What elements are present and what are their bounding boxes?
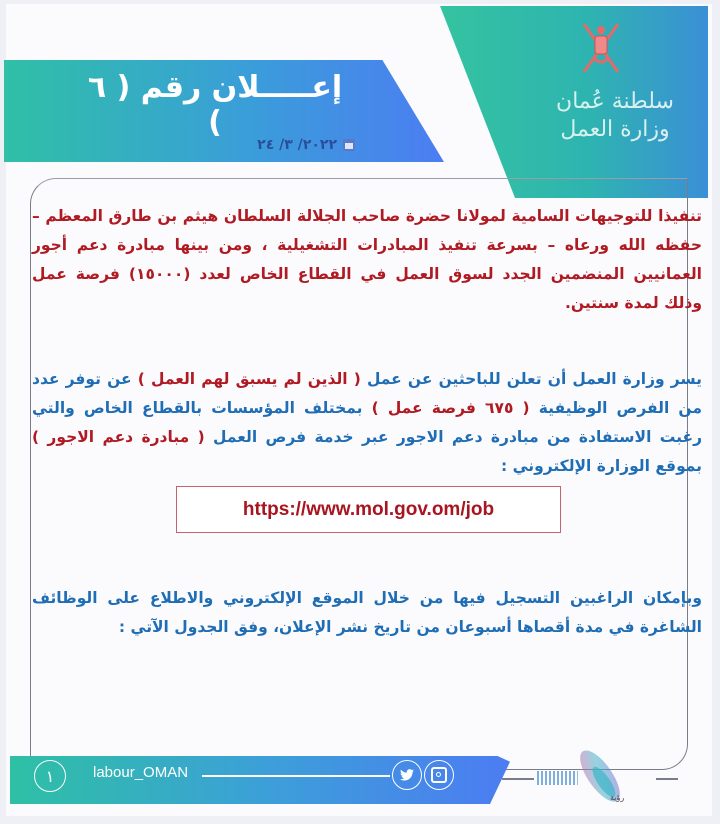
- highlight-job-count: ( ٦٧٥ فرصة عمل ): [371, 399, 530, 417]
- page-number: ١: [34, 760, 66, 792]
- announcement-paragraph: [32, 365, 702, 481]
- oman-vision-2040-logo: [564, 742, 644, 812]
- footer-connector-line: [502, 778, 534, 780]
- social-handle[interactable]: labour_OMAN: [93, 764, 189, 781]
- ministry-line-1: سلطنة عُمان: [556, 89, 674, 114]
- date-row: [225, 134, 355, 156]
- text-segment: يسر وزارة العمل أن تعلن للباحثين عن عمل: [360, 370, 702, 388]
- calendar-icon: [343, 139, 355, 151]
- url-box[interactable]: [176, 486, 561, 533]
- registration-paragraph: وبإمكان الراغبين التسجيل فيها من خلال الموقع الإلكتروني والاطلاع على الوظائف الشاغرة في مدة أقصاها أسبوعان من تاريخ نشر الإعلان، وفق الجدول الآتي :: [32, 589, 702, 636]
- footer-divider: [202, 775, 390, 777]
- text-segment: عن توفر عدد من الفرص الوظيفية: [32, 370, 702, 417]
- announcement-date: ٢٠٢٢/ ٣/ ٢٤: [257, 137, 337, 153]
- intro-paragraph: تنفيذا للتوجيهات السامية لمولانا حضرة صاحب الجلالة السلطان هيثم بن طارق المعظم – حفظه الله ورعاه – بسرعة تنفيذ المبادرات التشغيلية ، ومن بينها مبادرة دعم أجور العمانيين المنضمين الجدد لسوق العمل في القطاع الخاص لعدد (١٥٠٠٠) فرصة عمل وذلك لمدة سنتين.: [32, 207, 702, 312]
- text-segment: بمختلف المؤسسات بالقطاع الخاص والتي رغبت الاستفادة من مبادرة دعم الاجور عبر خدمة فرص العمل: [32, 399, 702, 446]
- footer-connector-line: [656, 778, 678, 780]
- instagram-glyph: [431, 767, 447, 783]
- text-segment: بموقع الوزارة الإلكتروني :: [500, 457, 702, 475]
- ministry-line-2: وزارة العمل: [560, 117, 670, 142]
- oman-khanjar-emblem-icon: [576, 18, 626, 82]
- page-title: إعـــــلان رقم ( ٦ ): [87, 70, 343, 140]
- twitter-icon[interactable]: [392, 760, 422, 790]
- jobs-url-link[interactable]: https://www.mol.gov.om/job: [242, 498, 495, 520]
- svg-text:رؤية: رؤية: [610, 793, 625, 802]
- ministry-name: [520, 88, 710, 144]
- highlight-initiative: ( مبادرة دعم الاجور ): [32, 428, 205, 446]
- highlight-no-experience: ( الذين لم يسبق لهم العمل ): [137, 370, 361, 388]
- instagram-icon[interactable]: [424, 760, 454, 790]
